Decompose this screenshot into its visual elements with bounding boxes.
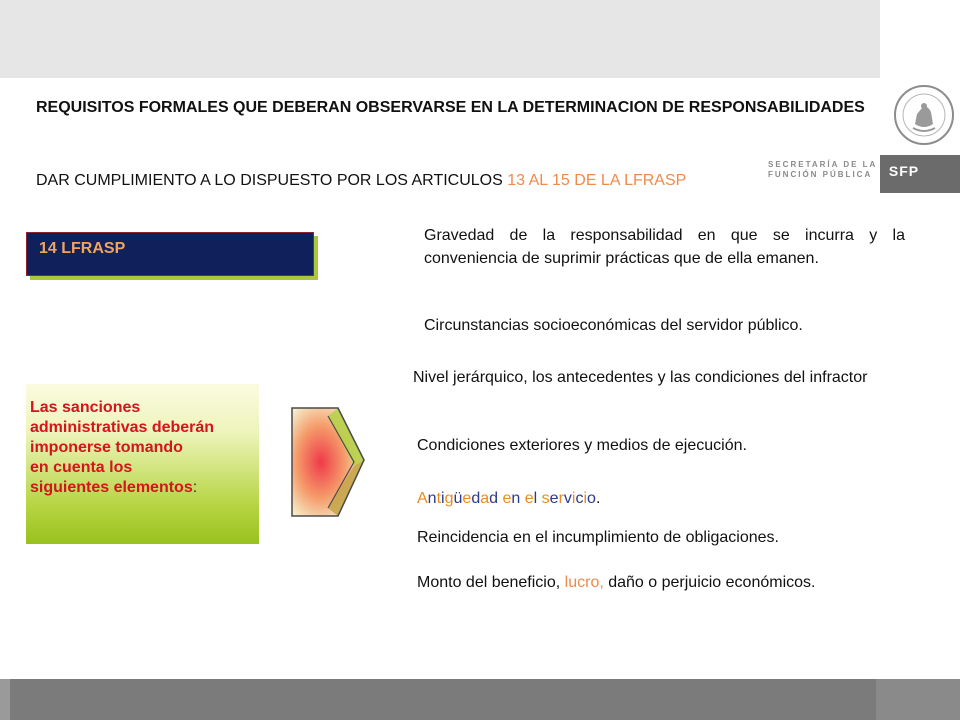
footer-band (0, 679, 960, 720)
subtitle-prefix: DAR CUMPLIMIENTO A LO DISPUESTO POR LOS ARTICULOS (36, 172, 508, 189)
secretaria-funcion-publica-wordmark: SECRETARÍA DE LA FUNCIÓN PÚBLICA (768, 160, 878, 179)
sfp-logo (880, 155, 960, 193)
sanciones-text: Las sanciones administrativas deberán imponerse tomando en cuenta los siguientes elementos: (30, 399, 215, 496)
sanciones-box (26, 384, 259, 544)
footer-band-lip (0, 679, 10, 720)
top-header-band (0, 0, 880, 78)
item-reincidencia: Reincidencia en el incumplimiento de obligaciones. (417, 529, 779, 546)
item-condiciones: Condiciones exteriores y medios de ejecución. (417, 437, 747, 454)
item-antiguedad (417, 487, 600, 510)
article-tag-label: 14 LFRASP (39, 240, 126, 257)
item-monto (417, 571, 815, 594)
page-title: REQUISITOS FORMALES QUE DEBERAN OBSERVARSE EN LA DETERMINACION DE RESPONSABILIDADES (36, 99, 865, 116)
arrow-right-icon (288, 404, 368, 520)
item-monto-highlight: lucro, (564, 574, 604, 591)
sfp-logo-text: SFP (888, 163, 920, 179)
item-monto-prefix: Monto del beneficio, (417, 574, 565, 591)
item-nivel: Nivel jerárquico, los antecedentes y las condiciones del infractor (413, 369, 868, 386)
article-tag (26, 232, 314, 276)
item-antiguedad-text: Antigüedad en el servicio. (417, 490, 601, 507)
item-gravedad: Gravedad de la responsabilidad en que se incurra y la conveniencia de suprimir prácticas que de ella emanen. (424, 227, 905, 267)
subtitle-highlight: 13 AL 15 DE LA LFRASP (507, 172, 687, 189)
footer-band-right (876, 679, 960, 720)
item-monto-suffix: daño o perjuicio económicos. (603, 574, 816, 591)
page-subtitle (36, 171, 686, 191)
item-circunstancias: Circunstancias socioeconómicas del servidor público. (424, 317, 803, 334)
